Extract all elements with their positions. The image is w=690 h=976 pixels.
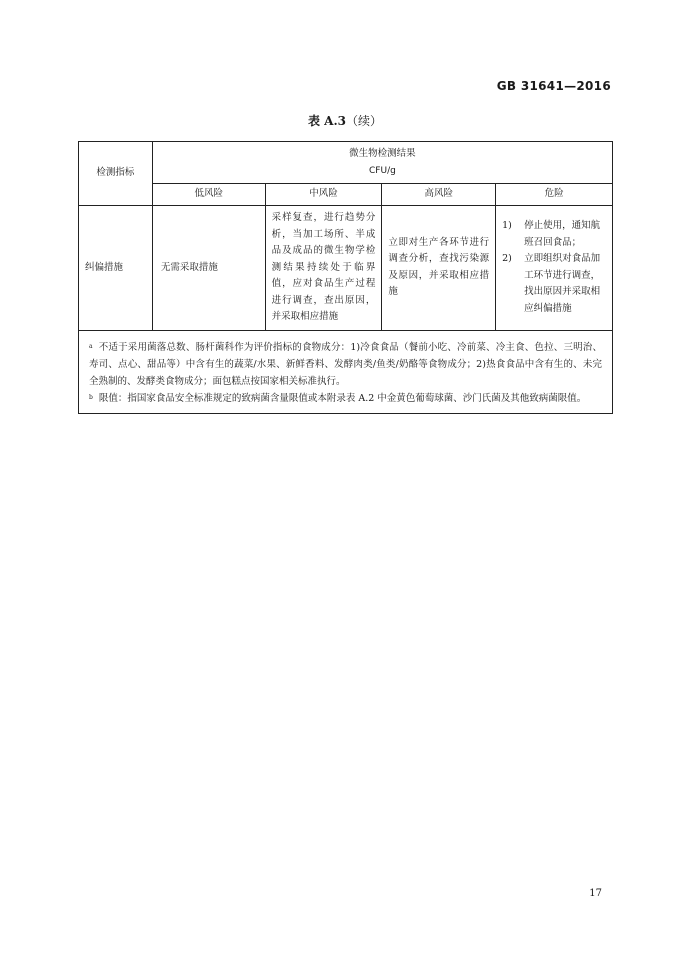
result-unit: CFU/g xyxy=(369,165,396,176)
footnote-mark: a xyxy=(89,342,93,350)
risk-low-header: 低风险 xyxy=(152,184,265,206)
risk-medium-header: 中风险 xyxy=(265,184,382,206)
table-title-suffix: （续） xyxy=(346,114,383,128)
danger-measure-item xyxy=(502,251,606,317)
danger-measures-list xyxy=(496,214,612,321)
danger-cell xyxy=(496,206,613,331)
page-number: 17 xyxy=(589,888,602,899)
footnote-mark: b xyxy=(89,393,93,401)
footnote-a xyxy=(89,339,602,390)
medium-risk-cell xyxy=(265,206,382,331)
indicator-header: 检测指标 xyxy=(79,142,153,206)
danger-measure-text: 停止使用，通知航班召回食品； xyxy=(524,220,601,248)
danger-measure-text: 立即组织对食品加工环节进行调查，找出原因并采取相应纠偏措施 xyxy=(524,253,601,314)
footnote-text: 限值：指国家食品安全标准规定的致病菌含量限值或本附录表 A.2 中金黄色葡萄球菌、沙门氏菌及其他致病菌限值。 xyxy=(98,392,587,404)
result-header-title: 微生物检测结果 xyxy=(349,148,416,159)
danger-measure-item xyxy=(502,218,606,251)
high-risk-measure: 立即对生产各环节进行调查分析，查找污染源及原因，并采取相应措施 xyxy=(388,236,490,298)
danger-measure-number: 1) xyxy=(502,220,512,232)
table-title-text: 表 A.3 xyxy=(307,114,346,128)
danger-measure-number: 2) xyxy=(502,253,512,265)
corrective-measures-table xyxy=(78,141,613,414)
risk-high-header: 高风险 xyxy=(382,184,496,206)
medium-risk-measure: 采样复查，进行趋势分析，当加工场所、半成品及成品的微生物学检测结果持续处于临界值，应对食品生产过程进行调查，查出原因，并采取相应措施 xyxy=(271,212,376,322)
footnote-b xyxy=(89,390,602,407)
standard-code: GB 31641—2016 xyxy=(496,79,611,93)
high-risk-cell xyxy=(382,206,496,331)
table-notes xyxy=(79,330,613,413)
table-title xyxy=(0,112,690,129)
low-risk-measure: 无需采取措施 xyxy=(152,206,265,331)
result-header xyxy=(152,142,612,184)
risk-danger-header: 危险 xyxy=(496,184,613,206)
footnote-text: 不适于采用菌落总数、肠杆菌科作为评价指标的食物成分：1)冷食食品（餐前小吃、冷前菜、冷主食、色拉、三明治、寿司、点心、甜品等）中含有生的蔬菜/水果、新鲜香料、发酵肉类/鱼类/奶酪等食物成分；2)热食食品中含有生的、未完全熟制的、发酵类食物成分；面包糕点按国家相关标准执行。 xyxy=(89,341,602,387)
row-label: 纠偏措施 xyxy=(79,206,153,331)
